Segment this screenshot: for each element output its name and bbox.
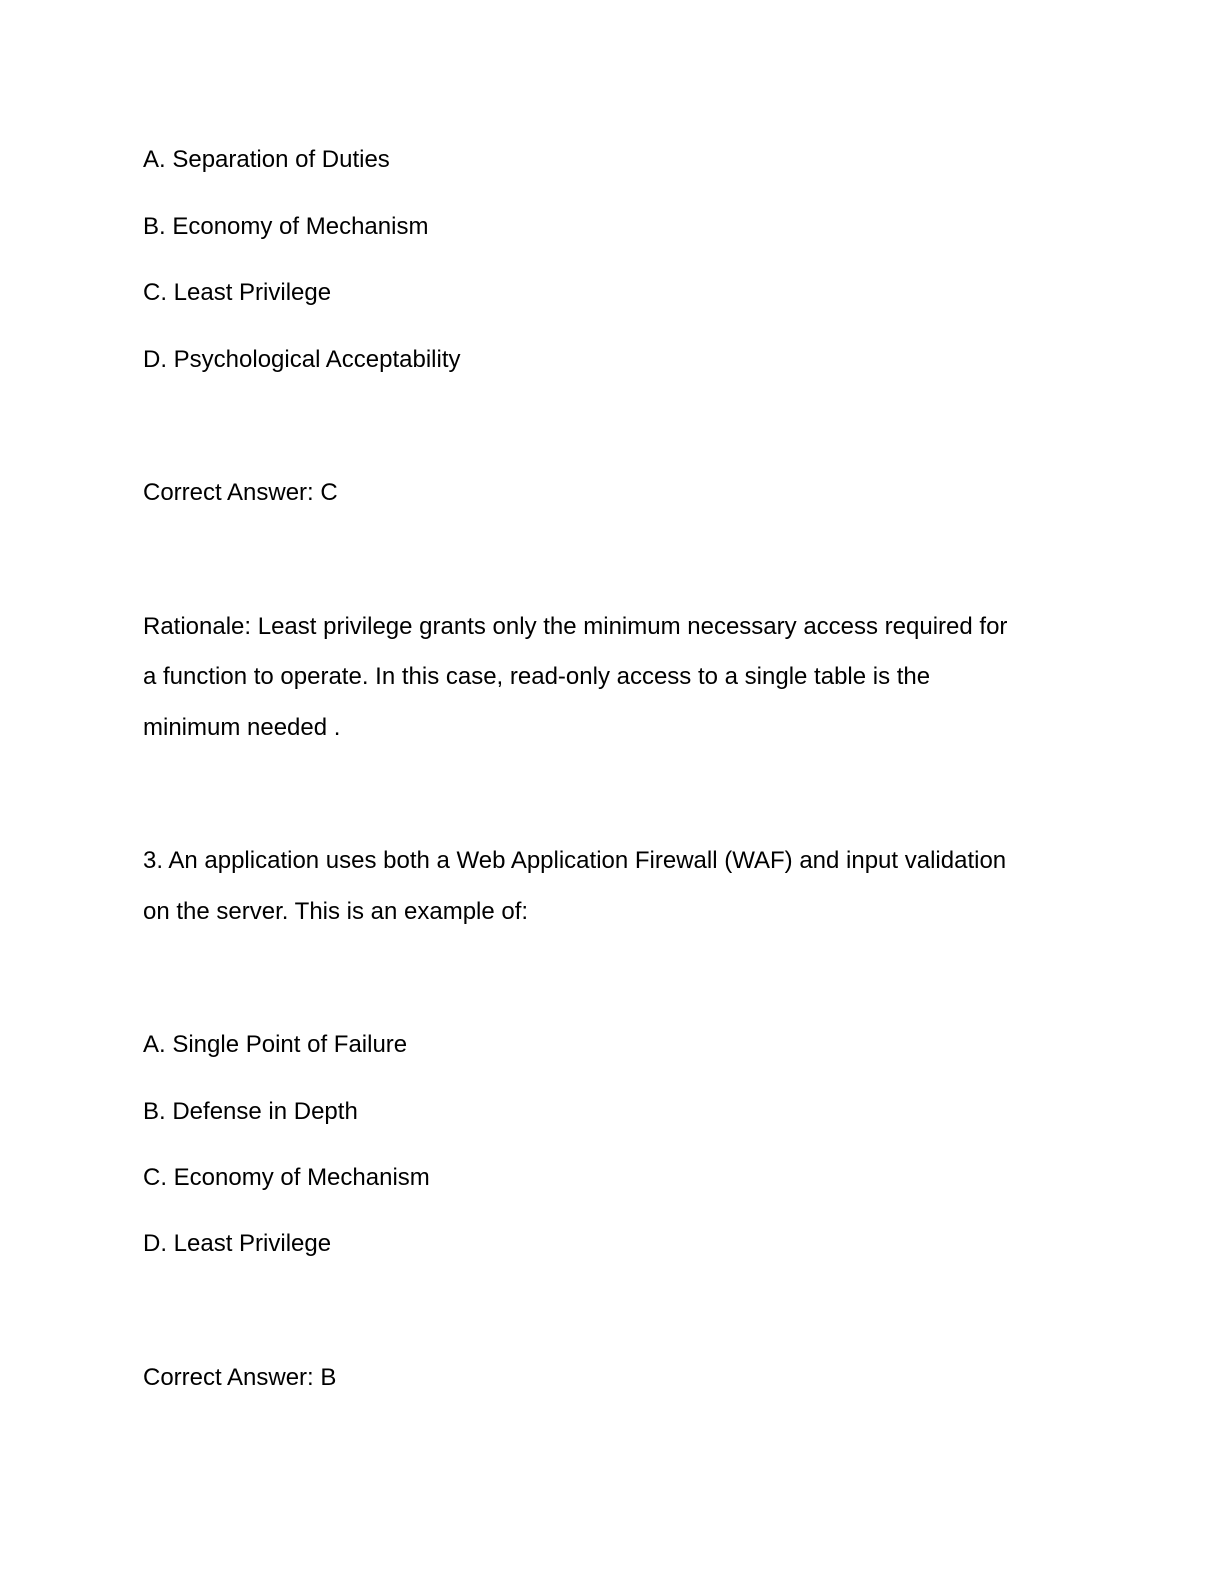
option-a: A. Single Point of Failure [143,1031,408,1058]
option-c: C. Least Privilege [143,279,332,306]
question-stem-line: 3. An application uses both a Web Application Firewall (WAF) and input validation [143,847,1007,874]
option-a: A. Separation of Duties [143,146,390,173]
option-d: D. Least Privilege [143,1230,332,1257]
option-b: B. Economy of Mechanism [143,213,429,240]
option-b: B. Defense in Depth [143,1098,358,1125]
correct-answer: Correct Answer: B [143,1364,337,1391]
rationale-line: Rationale: Least privilege grants only the minimum necessary access required for [143,613,1008,640]
rationale-line: a function to operate. In this case, read-only access to a single table is the [143,663,931,690]
correct-answer: Correct Answer: C [143,479,338,506]
rationale-line: minimum needed . [143,714,341,741]
option-c: C. Economy of Mechanism [143,1164,430,1191]
option-d: D. Psychological Acceptability [143,346,461,373]
question-stem-line: on the server. This is an example of: [143,898,529,925]
